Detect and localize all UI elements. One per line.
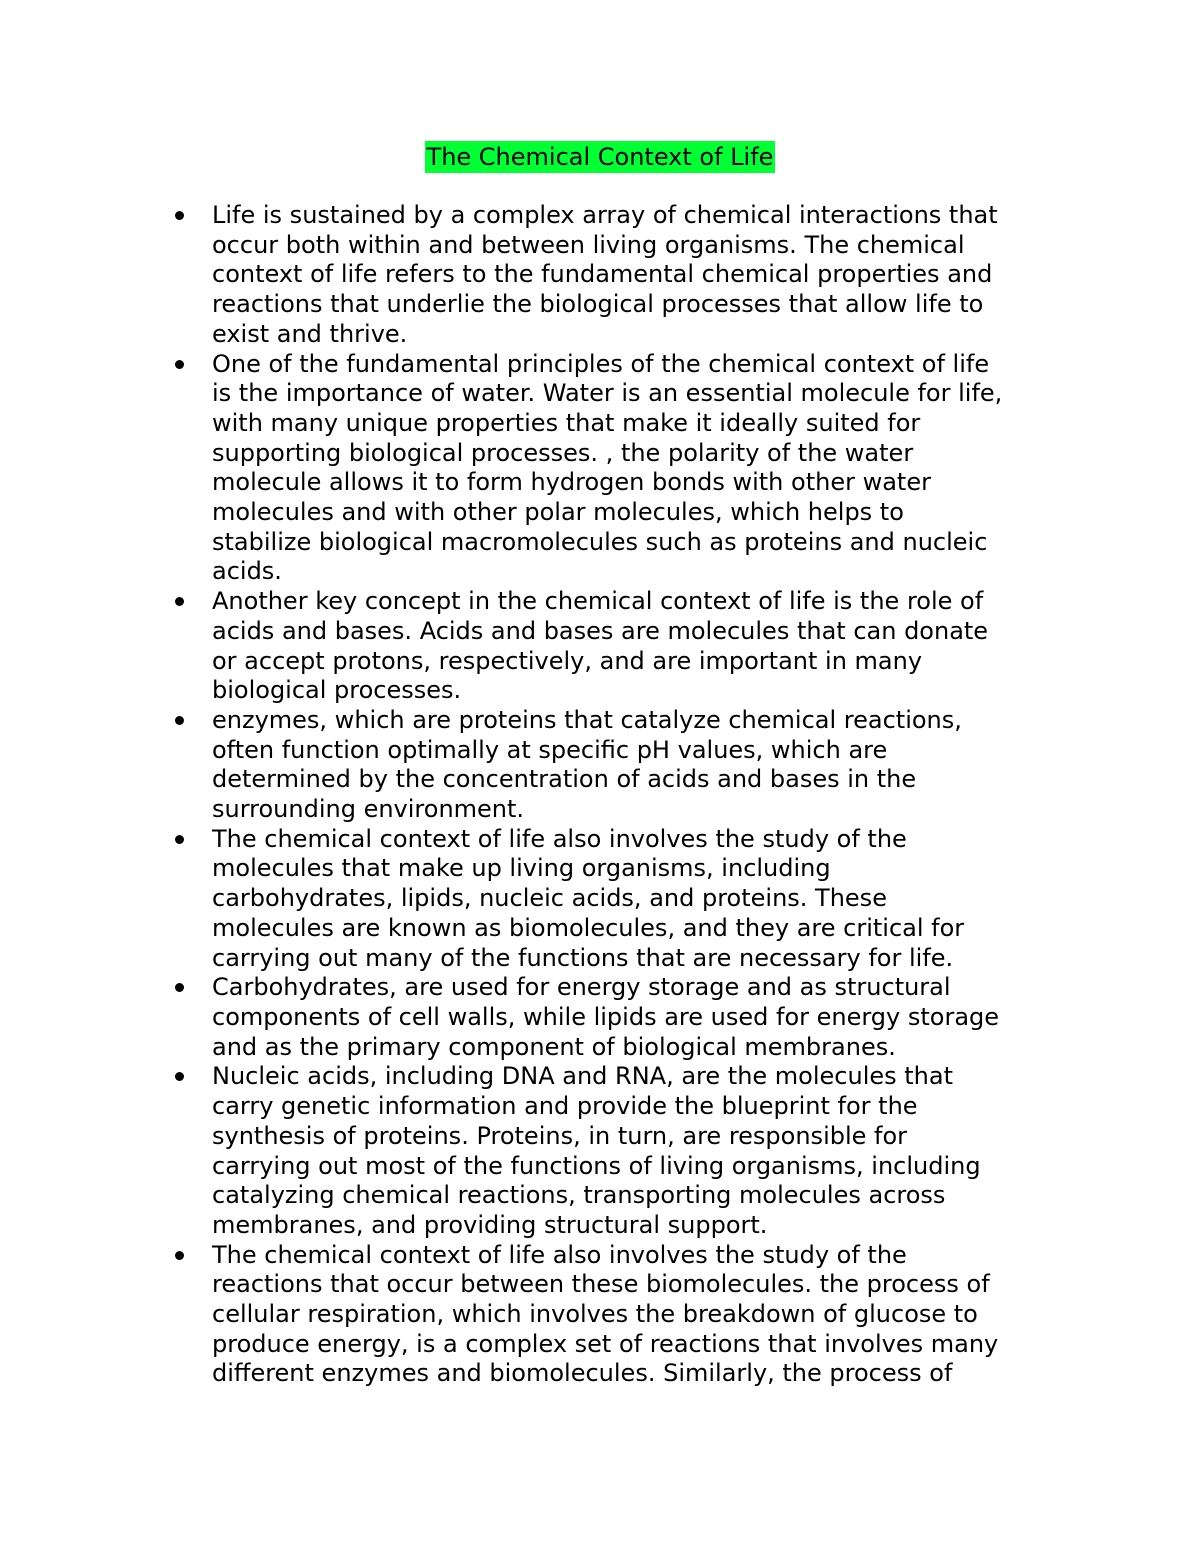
bullet-text: The chemical context of life also involves the study of the reactions that occur between these biomolecules. the process of cellular respiration, which involves the breakdown of glucose to produce energy, is a complex set of reactions that involves many different enzymes and biomolecules. Similarly, the process of — [212, 1240, 999, 1388]
bullet-dot-icon — [175, 597, 184, 606]
bullet-text: Nucleic acids, including DNA and RNA, are the molecules that carry genetic information and provide the blueprint for the synthesis of proteins. Proteins, in turn, are responsible for carrying out most of the functions of living organisms, including catalyzing chemical reactions, transporting molecules across membranes, and providing structural support. — [212, 1062, 981, 1239]
bullet-dot-icon — [175, 983, 184, 992]
bullet-text: Carbohydrates, are used for energy storage and as structural components of cell walls, while lipids are used for energy storage and as the primary component of biological membranes. — [212, 973, 1000, 1061]
bullet-item — [212, 1241, 1062, 1390]
bullet-item — [212, 825, 1062, 974]
bullet-dot-icon — [175, 1251, 184, 1260]
bullet-text: One of the fundamental principles of the chemical context of life is the importance of water. Water is an essential molecule for life, with many unique properties that make it ideally suited for supporting biological processes. , the polarity of the water molecule allows it to form hydrogen bonds with other water molecules and with other polar molecules, which helps to stabilize biological macromolecules such as proteins and nucleic acids. — [212, 349, 1003, 586]
bullet-item — [212, 706, 1062, 825]
bullet-dot-icon — [175, 835, 184, 844]
document-title: The Chemical Context of Life — [426, 143, 774, 171]
bullet-item — [212, 973, 1062, 1062]
bullet-dot-icon — [175, 360, 184, 369]
bullet-item — [212, 1062, 1062, 1240]
bullet-text: enzymes, which are proteins that catalyze chemical reactions, often function optimally at specific pH values, which are determined by the concentration of acids and bases in the surrounding environment. — [212, 705, 962, 824]
bullet-text: Life is sustained by a complex array of chemical interactions that occur both within and between living organisms. The chemical context of life refers to the fundamental chemical properties and reactions that underlie the biological processes that allow life to exist and thrive. — [212, 201, 998, 348]
bullet-dot-icon — [175, 1072, 184, 1081]
bullet-dot-icon — [175, 716, 184, 725]
bullet-item — [212, 587, 1062, 706]
bullet-list — [212, 201, 1062, 1389]
bullet-item — [212, 201, 1062, 350]
bullet-text: The chemical context of life also involves the study of the molecules that make up living organisms, including carbohydrates, lipids, nucleic acids, and proteins. These molecules are known as biomolecules, and they are critical for carrying out many of the functions that are necessary for life. — [212, 824, 965, 972]
title-container — [0, 141, 1200, 173]
bullet-text: Another key concept in the chemical context of life is the role of acids and bases. Acids and bases are molecules that can donate or accept protons, respectively, and are important in many biological processes. — [212, 587, 989, 705]
bullet-item — [212, 350, 1062, 588]
bullet-dot-icon — [175, 211, 184, 220]
